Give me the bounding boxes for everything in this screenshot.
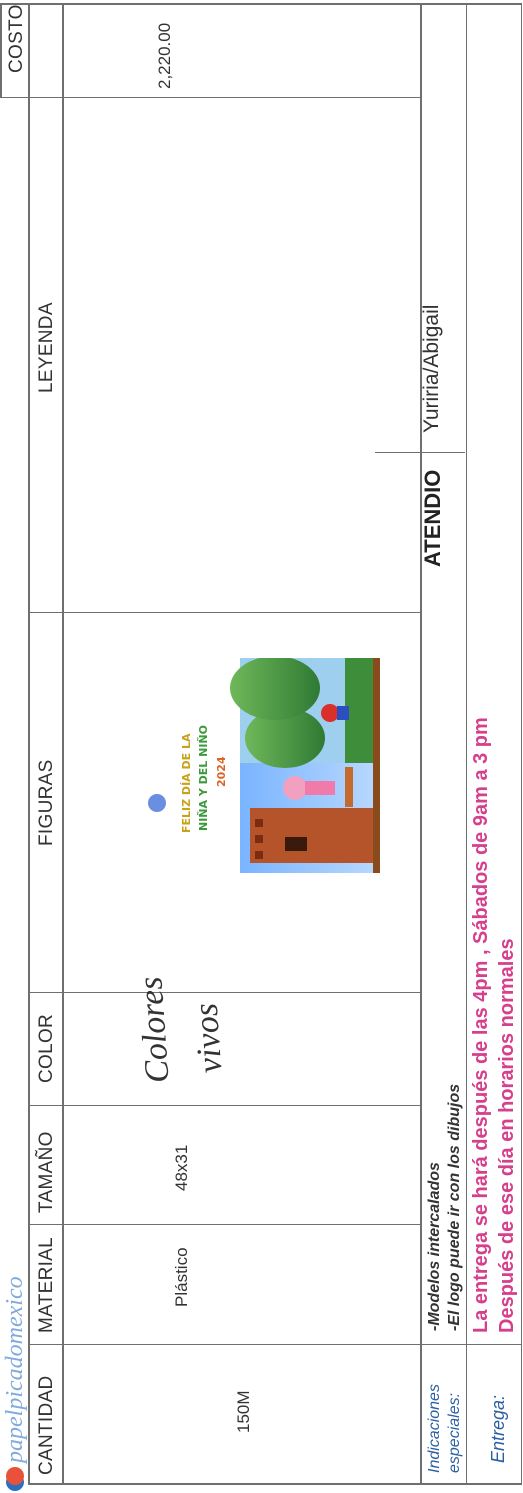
header-costo: COSTO bbox=[6, 4, 27, 73]
costo-top-line bbox=[0, 3, 2, 98]
right-border bbox=[0, 3, 522, 5]
logo-badge-icon bbox=[148, 794, 166, 812]
atendio-label: ATENDIO bbox=[420, 469, 445, 567]
entrega-label: Entrega: bbox=[488, 1394, 508, 1463]
mario-icon bbox=[321, 704, 339, 722]
entrega-line2: Después de ese día en horarios normales bbox=[496, 938, 518, 1333]
cantidad-value: 150M bbox=[234, 1390, 253, 1433]
figure-title-line2: NIÑA Y DEL NIÑO bbox=[197, 725, 210, 831]
castle-icon bbox=[250, 808, 380, 863]
col-sep-2 bbox=[28, 1224, 420, 1225]
entrega-line1: La entrega se hará después de las 4pm , Sábados de 9am a 3 pm bbox=[470, 717, 492, 1333]
header-color: COLOR bbox=[36, 1013, 57, 1083]
atendio-value: Yuriria/Abigail bbox=[420, 304, 443, 433]
color-value-line2: vivos bbox=[187, 1001, 230, 1075]
header-tamano: TAMAÑO bbox=[36, 1131, 57, 1213]
note-modelos: -Modelos intercalados bbox=[426, 1162, 443, 1331]
col-sep-1 bbox=[28, 1344, 420, 1345]
figure-year: 2024 bbox=[215, 756, 228, 787]
page-bottom-line bbox=[521, 3, 522, 1485]
logo-icon bbox=[6, 1467, 24, 1485]
label-col-sep bbox=[420, 1344, 521, 1345]
entrega-top-line bbox=[466, 3, 467, 1485]
header-figuras: FIGURAS bbox=[36, 759, 57, 846]
indicaciones-label-line1: Indicaciones bbox=[426, 1384, 443, 1473]
note-logo: -El logo puede ir con los dibujos bbox=[446, 1083, 463, 1331]
logo-text: papelpicadomexico bbox=[2, 1276, 28, 1463]
header-top-line bbox=[28, 3, 30, 1485]
tamano-value: 48x31 bbox=[172, 1144, 191, 1191]
table-bottom-line bbox=[420, 3, 422, 1485]
indicaciones-label-line2: especiales: bbox=[446, 1392, 463, 1473]
figure-illustration bbox=[145, 658, 390, 873]
figure-title-line1: FELIZ DÍA DE LA bbox=[180, 733, 193, 833]
costo-value: 2,220.00 bbox=[155, 22, 174, 89]
col-sep-6 bbox=[0, 97, 420, 98]
col-sep-3 bbox=[28, 1105, 420, 1106]
figure-image bbox=[145, 658, 390, 873]
princess-icon bbox=[283, 776, 307, 800]
header-material: MATERIAL bbox=[36, 1236, 57, 1333]
header-leyenda: LEYENDA bbox=[36, 302, 57, 393]
atendio-sep bbox=[375, 452, 465, 453]
col-sep-5 bbox=[28, 612, 420, 613]
col-sep-4 bbox=[28, 992, 420, 993]
header-bottom-line bbox=[62, 3, 64, 1485]
header-cantidad: CANTIDAD bbox=[36, 1375, 57, 1475]
color-value-line1: Colores bbox=[132, 975, 177, 1085]
material-value: Plástico bbox=[172, 1247, 191, 1307]
left-border bbox=[28, 1483, 522, 1485]
